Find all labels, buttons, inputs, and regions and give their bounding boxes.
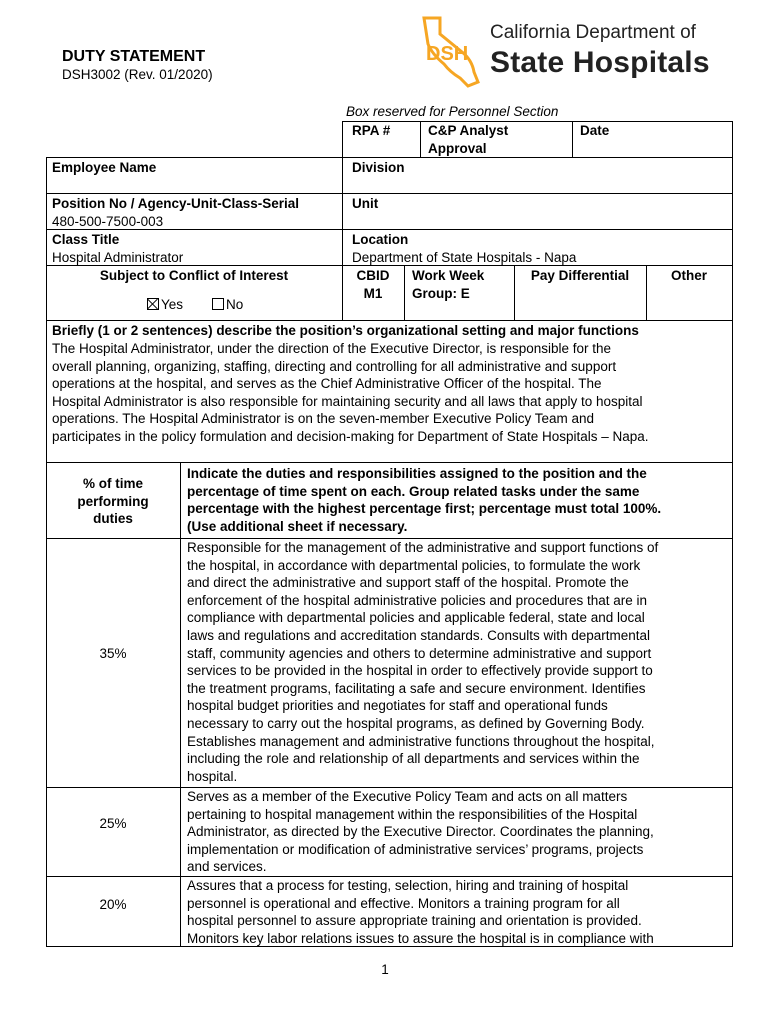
summary-line: overall planning, organizing, staffing, directing and controlling for all administrative and support — [52, 358, 617, 374]
summary-text — [52, 340, 649, 446]
conflict-label: Subject to Conflict of Interest — [99, 268, 289, 283]
duty-line: the hospital, in accordance with departmental policies, to formulate the work — [187, 557, 641, 573]
location-label: Location — [352, 232, 409, 247]
duty-line: including the role and relationship of all departments and services within the — [187, 751, 640, 767]
rule — [732, 121, 733, 157]
rule — [342, 121, 733, 122]
duty-line: staff, community agencies and others to determine administrative and support — [187, 645, 652, 661]
duty-line: enforcement of the hospital administrative policies and procedures that are in — [187, 592, 648, 608]
duty-description — [187, 788, 654, 876]
personnel-box-note: Box reserved for Personnel Section — [346, 104, 559, 119]
duty-line: necessary to carry out the hospital programs, as defined by Governing Body. — [187, 715, 645, 731]
rule — [404, 265, 405, 320]
rule — [46, 193, 733, 194]
duty-line: Assures that a process for testing, selection, hiring and training of hospital — [187, 878, 629, 893]
summary-heading: Briefly (1 or 2 sentences) describe the position’s organizational setting and major functions — [52, 323, 639, 338]
duty-line: laws and regulations and accreditation standards. Consults with departmental — [187, 627, 651, 643]
duty-line: hospital personnel to assure appropriate training and orientation is provided. — [187, 913, 642, 929]
work-week-value: Group: E — [412, 286, 470, 301]
duty-percent: 20% — [99, 897, 127, 912]
rule — [572, 121, 573, 157]
duties-instructions — [187, 465, 661, 535]
duty-line: Serves as a member of the Executive Policy Team and acts on all matters — [187, 789, 628, 804]
rule — [420, 121, 421, 157]
duty-line: services to be provided in the hospital in order to effectively provide support to — [187, 663, 653, 679]
duty-description — [187, 877, 654, 947]
rule — [46, 462, 733, 463]
work-week-label: Work Week — [412, 268, 485, 283]
position-label: Position No / Agency-Unit-Class-Serial — [52, 196, 300, 211]
duty-line: and services. — [187, 859, 267, 875]
page-number: 1 — [381, 962, 389, 977]
rpa-label: RPA # — [352, 123, 391, 138]
duty-line: Administrator, as directed by the Executive Director. Coordinates the planning, — [187, 824, 654, 840]
employee-name-label: Employee Name — [52, 160, 157, 175]
percent-header-line: duties — [93, 511, 133, 527]
duty-line: Responsible for the management of the administrative and support functions of — [187, 540, 659, 555]
summary-line: The Hospital Administrator, under the direction of the Executive Director, is responsible for the — [52, 341, 612, 356]
logo-line-2: State Hospitals — [490, 46, 710, 79]
yes-checkbox[interactable] — [147, 298, 159, 310]
no-checkbox[interactable] — [212, 298, 224, 310]
duty-line: Monitors key labor relations issues to assure the hospital is in compliance with — [187, 930, 654, 946]
duty-line: personnel is operational and effective. Monitors a training program for all — [187, 895, 620, 911]
instruction-line: percentage of time spent on each. Group related tasks under the same — [187, 483, 640, 499]
cp-approval-label: Approval — [428, 141, 487, 156]
cbid-label: CBID — [356, 268, 390, 283]
division-label: Division — [352, 160, 405, 175]
rule — [46, 320, 733, 321]
yes-label: Yes — [161, 297, 184, 312]
summary-line: operations at the hospital, and serves as the Chief Administrative Officer of the hospital. The — [52, 376, 602, 392]
duty-line: hospital. — [187, 768, 238, 784]
summary-line: Hospital Administrator is also responsible for maintaining security and all laws that apply to hospital — [52, 393, 643, 409]
logo-mark: DSH — [426, 43, 469, 65]
duty-percent: 25% — [99, 816, 127, 831]
percent-header-line: % of time — [82, 476, 143, 491]
duty-line: and direct the administrative and support staff of the hospital. Promote the — [187, 575, 629, 591]
rule — [180, 462, 181, 947]
yes-option[interactable] — [147, 296, 183, 314]
percent-header — [46, 475, 180, 528]
duty-description — [187, 539, 658, 785]
duty-line: compliance with departmental policies and applicable federal, state and local — [187, 610, 645, 626]
summary-line: operations. The Hospital Administrator is on the seven-member Executive Policy Team and — [52, 411, 595, 427]
instruction-line: Indicate the duties and responsibilities assigned to the position and the — [187, 466, 647, 481]
summary-line: participates in the policy formulation and decision-making for Department of State Hospitals – Napa. — [52, 428, 649, 444]
percent-header-line: performing — [77, 493, 149, 509]
duty-line: Establishes management and administrative functions throughout the hospital, — [187, 733, 655, 749]
instruction-line: percentage with the highest percentage first; percentage must total 100%. — [187, 501, 662, 517]
instruction-line: (Use additional sheet if necessary. — [187, 518, 408, 534]
document-title: DUTY STATEMENT — [62, 48, 206, 65]
other-label: Other — [670, 268, 707, 283]
no-label: No — [226, 297, 244, 312]
pay-differential-label: Pay Differential — [530, 268, 630, 283]
cp-analyst-label: C&P Analyst — [428, 123, 509, 138]
class-title-value: Hospital Administrator — [52, 250, 184, 265]
logo-line-1: California Department of — [490, 22, 696, 43]
date-label: Date — [580, 123, 610, 138]
rule — [732, 157, 733, 947]
duty-line: implementation or modification of administrative services’ programs, projects — [187, 841, 644, 857]
duty-line: the treatment programs, facilitating a safe and secure environment. Identifies — [187, 680, 646, 696]
class-title-label: Class Title — [52, 232, 120, 247]
no-option[interactable] — [212, 296, 243, 314]
california-state-logo — [416, 14, 496, 90]
form-number: DSH3002 (Rev. 01/2020) — [62, 67, 213, 82]
rule — [46, 157, 733, 158]
rule — [342, 121, 343, 157]
position-value: 480-500-7500-003 — [52, 214, 164, 229]
location-value: Department of State Hospitals - Napa — [352, 250, 577, 265]
unit-label: Unit — [352, 196, 379, 211]
cbid-value: M1 — [363, 286, 383, 301]
duty-percent: 35% — [99, 646, 127, 661]
duty-line: pertaining to hospital management within the responsibilities of the Hospital — [187, 806, 638, 822]
duty-line: hospital budget priorities and negotiates for staff and operational funds — [187, 698, 608, 714]
